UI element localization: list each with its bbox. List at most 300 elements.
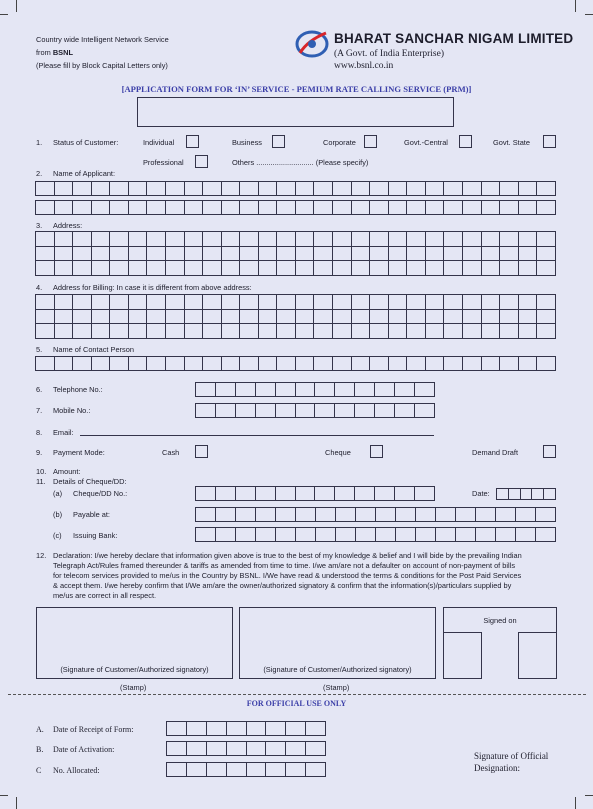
character-cell[interactable] [221, 324, 240, 339]
character-cell[interactable] [186, 742, 206, 756]
character-cell[interactable] [370, 309, 389, 324]
character-cell[interactable] [277, 357, 296, 371]
character-cell[interactable] [221, 201, 240, 215]
character-cell[interactable] [481, 324, 500, 339]
character-cell[interactable] [184, 295, 203, 310]
character-cell[interactable] [186, 722, 206, 736]
character-cell[interactable] [240, 261, 259, 276]
character-cell[interactable] [36, 201, 55, 215]
character-cell[interactable] [184, 182, 203, 196]
character-cell[interactable] [295, 383, 315, 397]
character-cell[interactable] [496, 508, 516, 522]
character-cell[interactable] [333, 182, 352, 196]
character-cell-grid[interactable] [195, 486, 435, 501]
character-cell[interactable] [500, 182, 519, 196]
receipt-date-grid[interactable] [166, 721, 326, 736]
character-cell[interactable] [203, 201, 222, 215]
character-cell[interactable] [277, 246, 296, 261]
character-cell[interactable] [395, 404, 415, 418]
character-cell[interactable] [388, 201, 407, 215]
character-cell[interactable] [165, 246, 184, 261]
character-cell[interactable] [436, 508, 456, 522]
character-cell[interactable] [476, 508, 496, 522]
character-cell[interactable] [351, 232, 370, 247]
character-cell[interactable] [73, 182, 92, 196]
character-cell[interactable] [73, 309, 92, 324]
status-govt-central-checkbox[interactable] [459, 135, 472, 148]
character-cell[interactable] [537, 182, 556, 196]
character-cell[interactable] [436, 528, 456, 542]
character-cell[interactable] [500, 295, 519, 310]
character-cell[interactable] [537, 357, 556, 371]
character-cell[interactable] [407, 324, 426, 339]
character-cell[interactable] [518, 295, 537, 310]
character-cell[interactable] [537, 324, 556, 339]
character-cell[interactable] [203, 357, 222, 371]
character-cell[interactable] [36, 261, 55, 276]
character-cell[interactable] [425, 232, 444, 247]
character-cell[interactable] [203, 295, 222, 310]
character-cell[interactable] [476, 528, 496, 542]
character-cell[interactable] [425, 201, 444, 215]
character-cell[interactable] [91, 357, 110, 371]
character-cell[interactable] [128, 324, 147, 339]
character-cell[interactable] [255, 383, 275, 397]
character-cell[interactable] [536, 528, 556, 542]
character-cell[interactable] [520, 489, 532, 500]
character-cell[interactable] [226, 742, 246, 756]
character-cell[interactable] [266, 763, 286, 777]
character-cell[interactable] [351, 261, 370, 276]
character-cell[interactable] [314, 261, 333, 276]
character-cell[interactable] [335, 404, 355, 418]
character-cell[interactable] [414, 404, 434, 418]
billing-address-grid[interactable] [35, 294, 556, 339]
character-cell[interactable] [425, 309, 444, 324]
character-cell[interactable] [215, 487, 235, 501]
character-cell[interactable] [314, 309, 333, 324]
character-cell[interactable] [444, 295, 463, 310]
character-cell[interactable] [226, 722, 246, 736]
character-cell[interactable] [165, 261, 184, 276]
character-cell[interactable] [388, 246, 407, 261]
character-cell[interactable] [518, 324, 537, 339]
character-cell[interactable] [407, 295, 426, 310]
character-cell[interactable] [240, 309, 259, 324]
character-cell[interactable] [54, 201, 73, 215]
character-cell[interactable] [518, 261, 537, 276]
character-cell[interactable] [221, 295, 240, 310]
character-cell-grid[interactable] [35, 181, 556, 196]
character-cell[interactable] [444, 309, 463, 324]
character-cell[interactable] [147, 295, 166, 310]
character-cell[interactable] [184, 324, 203, 339]
character-cell[interactable] [544, 489, 556, 500]
character-cell[interactable] [407, 309, 426, 324]
character-cell[interactable] [276, 508, 296, 522]
character-cell[interactable] [295, 232, 314, 247]
character-cell[interactable] [258, 232, 277, 247]
character-cell[interactable] [226, 763, 246, 777]
character-cell[interactable] [147, 182, 166, 196]
character-cell[interactable] [462, 232, 481, 247]
character-cell[interactable] [54, 309, 73, 324]
character-cell[interactable] [147, 357, 166, 371]
character-cell[interactable] [165, 324, 184, 339]
character-cell-grid[interactable] [35, 294, 556, 339]
character-cell[interactable] [375, 487, 395, 501]
character-cell[interactable] [407, 357, 426, 371]
character-cell[interactable] [255, 404, 275, 418]
character-cell[interactable] [462, 357, 481, 371]
character-cell[interactable] [481, 295, 500, 310]
character-cell-grid[interactable] [195, 527, 556, 542]
character-cell[interactable] [444, 246, 463, 261]
character-cell[interactable] [240, 246, 259, 261]
contact-person-grid[interactable] [35, 356, 556, 371]
character-cell[interactable] [314, 324, 333, 339]
character-cell[interactable] [216, 528, 236, 542]
character-cell[interactable] [396, 508, 416, 522]
character-cell[interactable] [314, 246, 333, 261]
character-cell[interactable] [518, 357, 537, 371]
character-cell[interactable] [388, 357, 407, 371]
character-cell[interactable] [266, 722, 286, 736]
character-cell-grid[interactable] [166, 741, 326, 756]
character-cell[interactable] [235, 487, 255, 501]
character-cell[interactable] [500, 309, 519, 324]
character-cell[interactable] [277, 182, 296, 196]
character-cell[interactable] [500, 357, 519, 371]
character-cell[interactable] [36, 295, 55, 310]
character-cell[interactable] [425, 182, 444, 196]
character-cell[interactable] [296, 528, 316, 542]
character-cell[interactable] [128, 182, 147, 196]
character-cell[interactable] [370, 246, 389, 261]
character-cell[interactable] [351, 324, 370, 339]
character-cell[interactable] [256, 508, 276, 522]
character-cell[interactable] [516, 528, 536, 542]
character-cell[interactable] [376, 508, 396, 522]
character-cell[interactable] [351, 295, 370, 310]
character-cell[interactable] [500, 201, 519, 215]
character-cell[interactable] [356, 528, 376, 542]
character-cell[interactable] [91, 232, 110, 247]
character-cell[interactable] [128, 201, 147, 215]
character-cell[interactable] [73, 295, 92, 310]
character-cell[interactable] [395, 487, 415, 501]
character-cell[interactable] [286, 722, 306, 736]
character-cell[interactable] [147, 309, 166, 324]
character-cell[interactable] [240, 182, 259, 196]
character-cell[interactable] [275, 487, 295, 501]
character-cell[interactable] [221, 261, 240, 276]
character-cell[interactable] [375, 383, 395, 397]
character-cell[interactable] [314, 357, 333, 371]
character-cell[interactable] [258, 201, 277, 215]
character-cell[interactable] [184, 246, 203, 261]
character-cell[interactable] [296, 508, 316, 522]
character-cell[interactable] [295, 357, 314, 371]
character-cell[interactable] [221, 246, 240, 261]
character-cell[interactable] [184, 232, 203, 247]
applicant-name-row-1[interactable] [35, 181, 556, 196]
character-cell[interactable] [110, 182, 129, 196]
character-cell[interactable] [414, 383, 434, 397]
character-cell[interactable] [246, 722, 266, 736]
character-cell[interactable] [444, 182, 463, 196]
character-cell[interactable] [36, 309, 55, 324]
character-cell[interactable] [537, 246, 556, 261]
character-cell-grid[interactable] [166, 721, 326, 736]
character-cell[interactable] [351, 201, 370, 215]
character-cell[interactable] [444, 232, 463, 247]
character-cell[interactable] [407, 261, 426, 276]
character-cell[interactable] [203, 261, 222, 276]
character-cell[interactable] [128, 232, 147, 247]
payment-dd-checkbox[interactable] [543, 445, 556, 458]
character-cell[interactable] [167, 742, 187, 756]
character-cell-grid[interactable] [35, 231, 556, 276]
applicant-name-row-2[interactable] [35, 200, 556, 215]
character-cell[interactable] [456, 508, 476, 522]
character-cell[interactable] [414, 487, 434, 501]
character-cell[interactable] [462, 295, 481, 310]
character-cell[interactable] [496, 528, 516, 542]
character-cell[interactable] [370, 324, 389, 339]
character-cell[interactable] [258, 357, 277, 371]
character-cell[interactable] [196, 508, 216, 522]
payable-at-grid[interactable] [195, 507, 556, 522]
character-cell[interactable] [275, 383, 295, 397]
character-cell[interactable] [497, 489, 509, 500]
character-cell[interactable] [500, 324, 519, 339]
character-cell[interactable] [91, 309, 110, 324]
character-cell[interactable] [110, 246, 129, 261]
character-cell[interactable] [110, 295, 129, 310]
character-cell[interactable] [36, 357, 55, 371]
character-cell[interactable] [315, 404, 335, 418]
character-cell[interactable] [147, 261, 166, 276]
character-cell[interactable] [73, 324, 92, 339]
character-cell[interactable] [370, 232, 389, 247]
character-cell-grid[interactable] [195, 382, 435, 397]
character-cell[interactable] [203, 232, 222, 247]
character-cell[interactable] [537, 201, 556, 215]
status-govt-state-checkbox[interactable] [543, 135, 556, 148]
character-cell[interactable] [165, 357, 184, 371]
character-cell[interactable] [444, 201, 463, 215]
character-cell[interactable] [91, 295, 110, 310]
character-cell[interactable] [444, 357, 463, 371]
character-cell[interactable] [425, 357, 444, 371]
character-cell[interactable] [203, 182, 222, 196]
character-cell[interactable] [203, 246, 222, 261]
character-cell[interactable] [518, 182, 537, 196]
character-cell[interactable] [221, 182, 240, 196]
character-cell[interactable] [128, 246, 147, 261]
character-cell[interactable] [165, 232, 184, 247]
character-cell[interactable] [240, 357, 259, 371]
customer-signature-box-2[interactable] [239, 607, 436, 679]
character-cell[interactable] [36, 182, 55, 196]
character-cell[interactable] [240, 232, 259, 247]
character-cell[interactable] [351, 182, 370, 196]
character-cell[interactable] [184, 261, 203, 276]
character-cell[interactable] [516, 508, 536, 522]
character-cell[interactable] [165, 201, 184, 215]
signed-on-date-cells[interactable] [481, 632, 519, 679]
character-cell[interactable] [416, 508, 436, 522]
character-cell[interactable] [481, 309, 500, 324]
character-cell[interactable] [376, 528, 396, 542]
character-cell[interactable] [54, 324, 73, 339]
character-cell[interactable] [536, 508, 556, 522]
character-cell[interactable] [266, 742, 286, 756]
payment-cheque-checkbox[interactable] [370, 445, 383, 458]
character-cell[interactable] [333, 357, 352, 371]
character-cell[interactable] [240, 201, 259, 215]
character-cell[interactable] [500, 246, 519, 261]
character-cell[interactable] [196, 528, 216, 542]
character-cell[interactable] [395, 383, 415, 397]
character-cell[interactable] [54, 246, 73, 261]
character-cell[interactable] [258, 246, 277, 261]
payment-cash-checkbox[interactable] [195, 445, 208, 458]
character-cell[interactable] [537, 295, 556, 310]
character-cell[interactable] [481, 246, 500, 261]
character-cell[interactable] [333, 232, 352, 247]
character-cell[interactable] [128, 261, 147, 276]
character-cell[interactable] [425, 324, 444, 339]
character-cell[interactable] [314, 182, 333, 196]
character-cell[interactable] [54, 182, 73, 196]
character-cell[interactable] [277, 261, 296, 276]
character-cell[interactable] [215, 383, 235, 397]
character-cell[interactable] [425, 246, 444, 261]
character-cell[interactable] [462, 182, 481, 196]
character-cell[interactable] [36, 324, 55, 339]
character-cell[interactable] [147, 201, 166, 215]
character-cell[interactable] [316, 508, 336, 522]
status-business-checkbox[interactable] [272, 135, 285, 148]
character-cell-grid[interactable] [195, 403, 435, 418]
character-cell[interactable] [246, 742, 266, 756]
character-cell[interactable] [110, 261, 129, 276]
cheque-date-grid[interactable] [496, 488, 556, 500]
character-cell[interactable] [456, 528, 476, 542]
character-cell[interactable] [258, 295, 277, 310]
customer-signature-box-1[interactable] [36, 607, 233, 679]
character-cell[interactable] [167, 722, 187, 736]
character-cell[interactable] [333, 261, 352, 276]
character-cell[interactable] [147, 246, 166, 261]
character-cell[interactable] [73, 201, 92, 215]
character-cell[interactable] [186, 763, 206, 777]
character-cell[interactable] [306, 763, 326, 777]
character-cell[interactable] [407, 182, 426, 196]
character-cell[interactable] [295, 182, 314, 196]
character-cell[interactable] [518, 232, 537, 247]
character-cell[interactable] [54, 357, 73, 371]
character-cell[interactable] [184, 201, 203, 215]
character-cell[interactable] [184, 309, 203, 324]
character-cell[interactable] [518, 246, 537, 261]
character-cell[interactable] [295, 201, 314, 215]
character-cell[interactable] [481, 232, 500, 247]
character-cell[interactable] [370, 357, 389, 371]
character-cell[interactable] [36, 246, 55, 261]
character-cell[interactable] [215, 404, 235, 418]
character-cell[interactable] [73, 232, 92, 247]
character-cell[interactable] [235, 404, 255, 418]
character-cell[interactable] [335, 487, 355, 501]
character-cell[interactable] [355, 404, 375, 418]
character-cell[interactable] [462, 246, 481, 261]
email-line[interactable] [80, 435, 434, 436]
character-cell[interactable] [36, 232, 55, 247]
character-cell[interactable] [444, 324, 463, 339]
character-cell[interactable] [235, 383, 255, 397]
status-corporate-checkbox[interactable] [364, 135, 377, 148]
character-cell[interactable] [333, 324, 352, 339]
character-cell[interactable] [54, 261, 73, 276]
character-cell[interactable] [196, 404, 216, 418]
character-cell[interactable] [370, 201, 389, 215]
character-cell[interactable] [91, 324, 110, 339]
character-cell[interactable] [388, 182, 407, 196]
character-cell[interactable] [462, 324, 481, 339]
character-cell[interactable] [165, 309, 184, 324]
character-cell[interactable] [147, 324, 166, 339]
character-cell[interactable] [333, 201, 352, 215]
character-cell[interactable] [206, 763, 226, 777]
character-cell[interactable] [91, 246, 110, 261]
character-cell[interactable] [481, 261, 500, 276]
character-cell[interactable] [91, 182, 110, 196]
character-cell[interactable] [255, 487, 275, 501]
character-cell[interactable] [425, 295, 444, 310]
character-cell[interactable] [500, 232, 519, 247]
character-cell[interactable] [128, 309, 147, 324]
character-cell[interactable] [333, 246, 352, 261]
character-cell[interactable] [315, 487, 335, 501]
character-cell[interactable] [167, 763, 187, 777]
issuing-bank-grid[interactable] [195, 527, 556, 542]
character-cell[interactable] [286, 742, 306, 756]
character-cell[interactable] [277, 324, 296, 339]
character-cell[interactable] [295, 261, 314, 276]
character-cell[interactable] [462, 201, 481, 215]
status-professional-checkbox[interactable] [195, 155, 208, 168]
character-cell[interactable] [370, 261, 389, 276]
character-cell[interactable] [444, 261, 463, 276]
character-cell[interactable] [315, 383, 335, 397]
address-grid[interactable] [35, 231, 556, 276]
character-cell[interactable] [462, 261, 481, 276]
character-cell[interactable] [256, 528, 276, 542]
character-cell[interactable] [277, 201, 296, 215]
character-cell[interactable] [416, 528, 436, 542]
character-cell[interactable] [388, 261, 407, 276]
character-cell[interactable] [518, 309, 537, 324]
character-cell[interactable] [277, 232, 296, 247]
character-cell[interactable] [54, 295, 73, 310]
character-cell[interactable] [407, 246, 426, 261]
character-cell[interactable] [355, 383, 375, 397]
character-cell[interactable] [276, 528, 296, 542]
character-cell[interactable] [306, 742, 326, 756]
